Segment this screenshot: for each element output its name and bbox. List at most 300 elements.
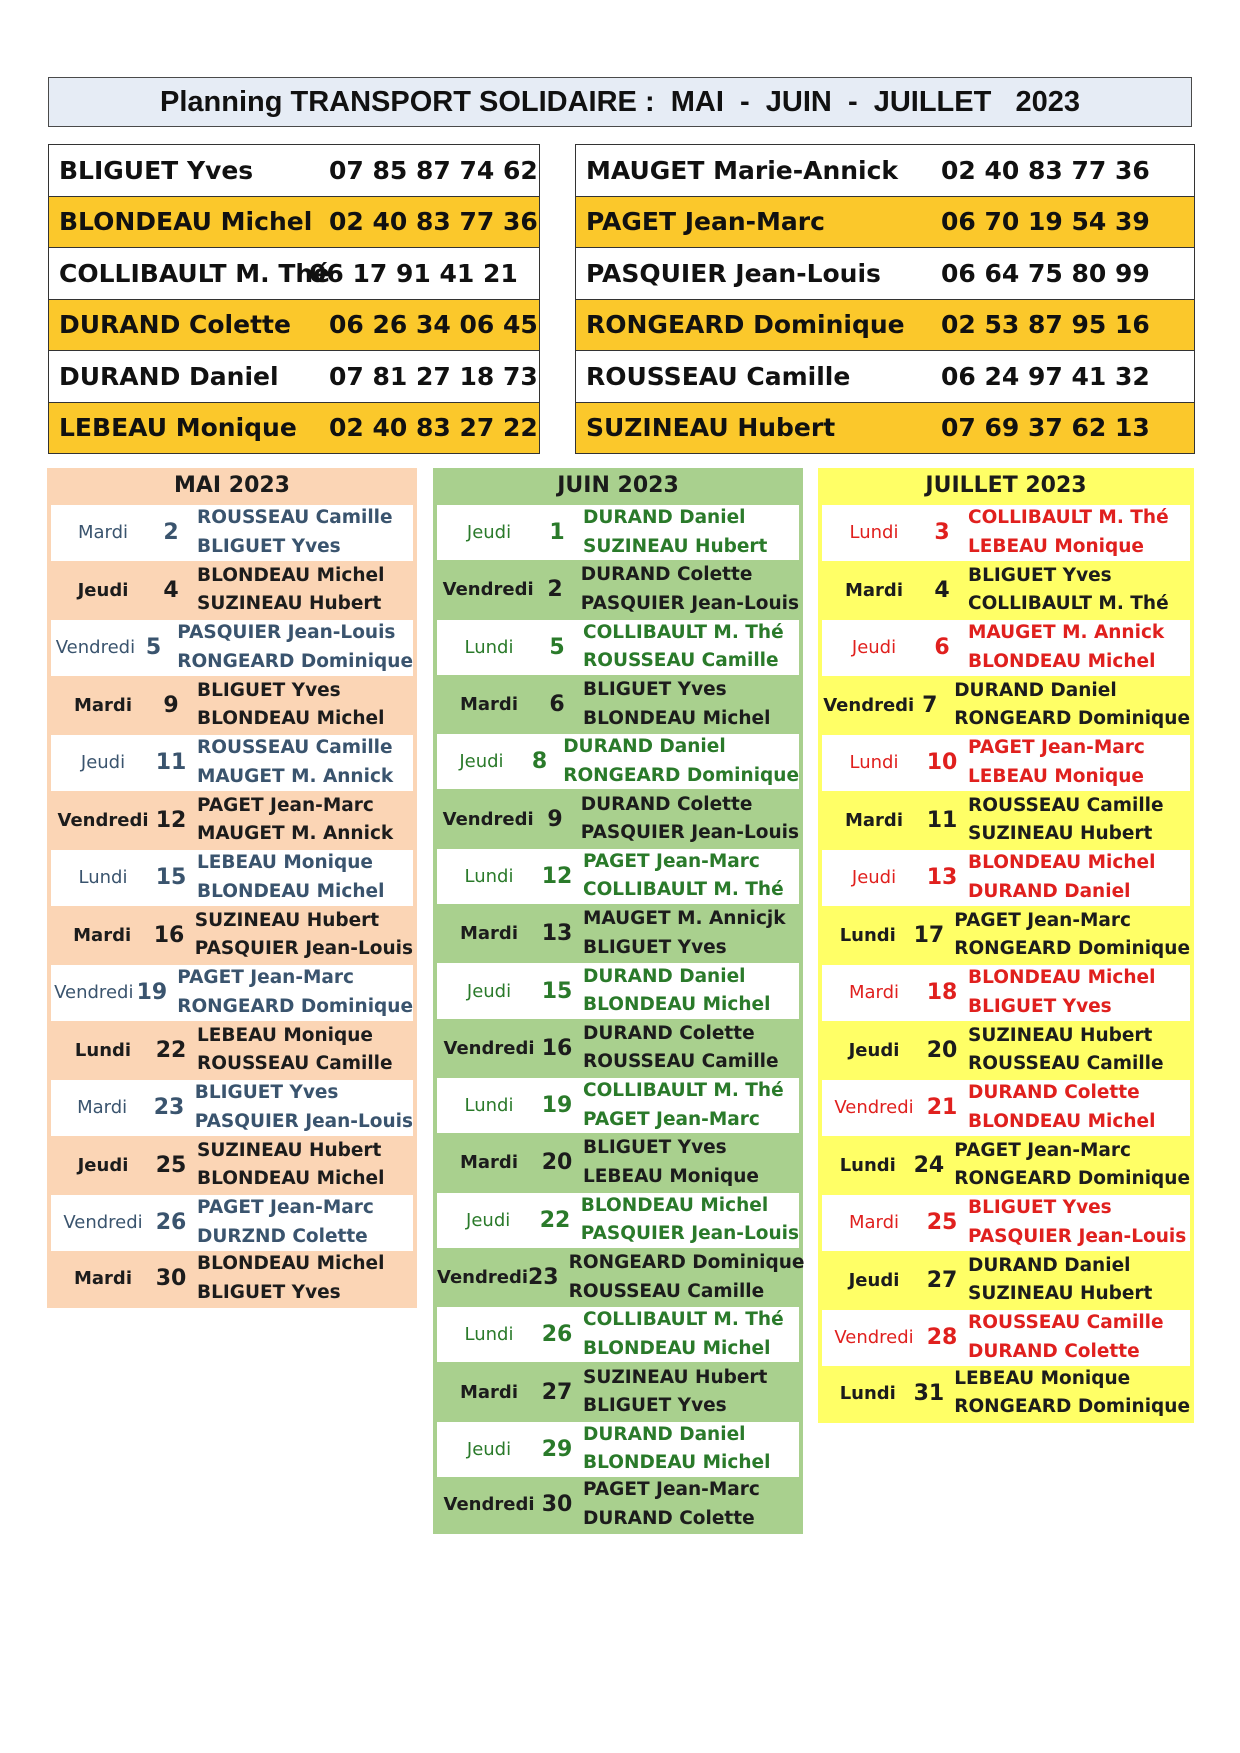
- driver-1: PAGET Jean-Marc: [197, 1197, 374, 1219]
- drivers: [958, 1022, 1164, 1079]
- driver-1: DURAND Daniel: [954, 679, 1117, 701]
- driver-1: PAGET Jean-Marc: [583, 1479, 760, 1501]
- month-header: JUIN 2023: [433, 468, 803, 503]
- driver-1: DURAND Colette: [580, 793, 753, 815]
- drivers: [573, 1077, 784, 1134]
- drivers: [958, 1252, 1152, 1309]
- day-name: Mardi: [460, 694, 518, 716]
- day-number: 18: [926, 980, 958, 1006]
- drivers: [187, 1194, 374, 1251]
- driver-2: COLLIBAULT M. Thé: [583, 879, 784, 901]
- day-name: Lundi: [78, 867, 128, 889]
- contacts-table-right: [575, 144, 1195, 454]
- contact-row: [576, 300, 1194, 352]
- driver-1: MAUGET M. Annick: [968, 622, 1165, 644]
- driver-2: PASQUIER Jean-Louis: [194, 1110, 413, 1132]
- contact-row: [576, 351, 1194, 403]
- driver-2: ROUSSEAU Camille: [583, 650, 779, 672]
- day-number: 23: [153, 1095, 185, 1121]
- driver-1: COLLIBAULT M. Thé: [583, 1309, 784, 1331]
- contact-phone: 06 24 97 41 32: [941, 361, 1150, 391]
- day-number: 22: [155, 1037, 187, 1063]
- day-name: Mardi: [845, 579, 903, 601]
- driver-2: ROUSSEAU Camille: [583, 1051, 779, 1073]
- schedule-row: [433, 1305, 803, 1362]
- contact-name: LEBEAU Monique: [59, 413, 297, 443]
- driver-2: BLONDEAU Michel: [197, 1168, 385, 1190]
- contact-name: PAGET Jean-Marc: [586, 207, 825, 237]
- schedule-row: [47, 1021, 417, 1079]
- contact-row: [576, 248, 1194, 300]
- schedule-row: [433, 1362, 803, 1419]
- day-number: 24: [913, 1152, 945, 1178]
- schedule-row: [47, 503, 417, 561]
- day-number: 25: [155, 1152, 187, 1178]
- day-number: 26: [541, 1322, 573, 1348]
- contact-phone: 06 70 19 54 39: [941, 207, 1150, 237]
- drivers: [958, 1309, 1164, 1366]
- drivers: [187, 1137, 384, 1194]
- drivers: [185, 1079, 413, 1136]
- drivers: [573, 676, 770, 733]
- drivers: [573, 504, 767, 561]
- schedule-row: [47, 1136, 417, 1194]
- contact-name: COLLIBAULT M. Thé: [59, 258, 331, 288]
- day-number: 15: [155, 865, 187, 891]
- driver-1: BLIGUET Yves: [583, 679, 727, 701]
- day-number: 21: [926, 1095, 958, 1121]
- schedule-row: [47, 1193, 417, 1251]
- day-name: Jeudi: [851, 867, 897, 889]
- day-number: 16: [153, 922, 185, 948]
- schedule-row: [47, 618, 417, 676]
- day-number: 15: [541, 978, 573, 1004]
- driver-2: BLIGUET Yves: [583, 1395, 727, 1417]
- day-number: 23: [528, 1265, 559, 1290]
- day-number: 10: [926, 750, 958, 776]
- day-name: Mardi: [845, 809, 903, 831]
- driver-1: PAGET Jean-Marc: [583, 850, 760, 872]
- driver-1: PAGET Jean-Marc: [197, 794, 374, 816]
- driver-1: ROUSSEAU Camille: [197, 507, 393, 529]
- driver-1: PASQUIER Jean-Louis: [177, 622, 396, 644]
- contact-name: SUZINEAU Hubert: [586, 413, 836, 443]
- driver-1: DURAND Daniel: [583, 507, 746, 529]
- drivers: [573, 619, 784, 676]
- drivers: [958, 1194, 1186, 1251]
- drivers: [167, 964, 413, 1021]
- driver-1: LEBEAU Monique: [197, 852, 373, 874]
- day-number: 2: [547, 577, 563, 603]
- schedule-row: [818, 1251, 1194, 1309]
- schedule-row: [818, 733, 1194, 791]
- schedule-row: [818, 906, 1194, 964]
- schedule-row: [47, 1251, 417, 1309]
- driver-2: SUZINEAU Hubert: [968, 823, 1153, 845]
- day-name: Jeudi: [851, 637, 897, 659]
- contact-phone: 02 40 83 27 22: [329, 413, 538, 443]
- contact-name: MAUGET Marie-Annick: [586, 155, 899, 185]
- day-name: Mardi: [74, 694, 132, 716]
- day-name: Mardi: [848, 1212, 900, 1234]
- drivers: [573, 1364, 767, 1421]
- day-number: 6: [549, 692, 565, 718]
- schedule-row: [47, 848, 417, 906]
- schedule-row: [818, 848, 1194, 906]
- driver-1: LEBEAU Monique: [954, 1367, 1131, 1389]
- driver-2: PASQUIER Jean-Louis: [194, 938, 413, 960]
- day-name: Jeudi: [459, 751, 504, 773]
- drivers: [958, 849, 1155, 906]
- driver-2: ROUSSEAU Camille: [968, 1053, 1164, 1075]
- driver-2: BLONDEAU Michel: [197, 708, 385, 730]
- drivers: [573, 1476, 760, 1533]
- driver-1: DURAND Daniel: [583, 1423, 746, 1445]
- driver-2: COLLIBAULT M. Thé: [968, 593, 1169, 615]
- driver-2: BLIGUET Yves: [968, 995, 1112, 1017]
- contact-phone: 07 81 27 18 73: [329, 361, 538, 391]
- day-name: Vendredi: [57, 809, 149, 831]
- contact-phone: 07 85 87 74 62: [329, 155, 538, 185]
- driver-2: BLONDEAU Michel: [583, 707, 771, 729]
- drivers: [559, 1249, 805, 1306]
- day-number: 17: [913, 922, 945, 948]
- schedule-row: [818, 1136, 1194, 1194]
- drivers: [573, 1134, 759, 1191]
- schedule-row: [818, 503, 1194, 561]
- day-name: Vendredi: [442, 579, 534, 601]
- day-name: Jeudi: [848, 1269, 900, 1291]
- drivers: [573, 848, 784, 905]
- schedule-row: [47, 963, 417, 1021]
- driver-1: COLLIBAULT M. Thé: [968, 507, 1169, 529]
- contact-row: [576, 145, 1194, 197]
- driver-2: PAGET Jean-Marc: [583, 1108, 760, 1130]
- driver-1: DURAND Colette: [583, 1022, 755, 1044]
- drivers: [571, 1192, 799, 1249]
- day-name: Vendredi: [443, 1037, 535, 1059]
- drivers: [573, 1020, 779, 1077]
- driver-1: DURAND Daniel: [968, 1254, 1131, 1276]
- driver-2: RONGEARD Dominique: [954, 708, 1190, 730]
- schedule-row: [433, 1133, 803, 1190]
- driver-2: ROUSSEAU Camille: [197, 1053, 393, 1075]
- day-number: 27: [541, 1379, 573, 1405]
- driver-1: BLONDEAU Michel: [968, 967, 1156, 989]
- schedule-row: [47, 733, 417, 791]
- month-juin: [433, 468, 803, 1534]
- drivers: [958, 964, 1155, 1021]
- day-name: Mardi: [73, 924, 132, 946]
- schedule-row: [433, 732, 803, 789]
- driver-1: BLONDEAU Michel: [968, 852, 1156, 874]
- day-name: Lundi: [464, 636, 514, 658]
- day-name: Lundi: [849, 522, 899, 544]
- contact-row: [49, 403, 539, 455]
- page-title: Planning TRANSPORT SOLIDAIRE : MAI - JUIN - JUILLET 2023: [48, 77, 1192, 127]
- day-name: Lundi: [464, 1095, 514, 1117]
- contact-row: [49, 248, 539, 300]
- schedule-row: [433, 618, 803, 675]
- drivers: [958, 734, 1145, 791]
- drivers: [167, 619, 413, 676]
- day-number: 19: [136, 980, 168, 1006]
- day-number: 20: [541, 1150, 573, 1176]
- driver-1: PAGET Jean-Marc: [954, 1139, 1132, 1161]
- day-name: Lundi: [839, 1382, 896, 1404]
- day-number: 25: [926, 1210, 958, 1236]
- schedule-row: [818, 1193, 1194, 1251]
- day-number: 26: [155, 1210, 187, 1236]
- drivers: [573, 1421, 770, 1478]
- driver-1: COLLIBAULT M. Thé: [583, 621, 784, 643]
- driver-2: DURAND Colette: [968, 1340, 1140, 1362]
- driver-2: BLONDEAU Michel: [583, 1337, 771, 1359]
- day-number: 5: [549, 634, 565, 660]
- schedule-row: [47, 561, 417, 619]
- schedule-row: [47, 791, 417, 849]
- day-number: 27: [926, 1267, 958, 1293]
- drivers: [187, 734, 393, 791]
- month-header: MAI 2023: [47, 468, 417, 503]
- day-name: Lundi: [74, 1039, 132, 1061]
- month-mai: [47, 468, 417, 1308]
- schedule-row: [433, 1420, 803, 1477]
- drivers: [958, 1079, 1155, 1136]
- contact-row: [49, 300, 539, 352]
- drivers: [571, 791, 799, 848]
- schedule-row: [818, 1308, 1194, 1366]
- day-name: Mardi: [74, 1268, 132, 1290]
- driver-1: SUZINEAU Hubert: [194, 909, 380, 931]
- driver-1: BLIGUET Yves: [197, 679, 341, 701]
- schedule-row: [433, 1076, 803, 1133]
- driver-1: LEBEAU Monique: [197, 1024, 373, 1046]
- driver-1: BLIGUET Yves: [968, 1197, 1112, 1219]
- day-name: Mardi: [460, 1381, 518, 1403]
- driver-1: ROUSSEAU Camille: [968, 1312, 1164, 1334]
- driver-2: PASQUIER Jean-Louis: [580, 592, 799, 614]
- contact-name: BLONDEAU Michel: [59, 207, 313, 237]
- day-number: 3: [934, 520, 950, 546]
- day-number: 22: [539, 1207, 571, 1233]
- day-name: Jeudi: [466, 1209, 511, 1231]
- schedule-row: [433, 503, 803, 560]
- driver-2: RONGEARD Dominique: [177, 995, 413, 1017]
- driver-1: PAGET Jean-Marc: [177, 967, 355, 989]
- day-number: 4: [163, 577, 179, 603]
- drivers: [187, 677, 384, 734]
- drivers: [958, 619, 1164, 676]
- day-name: Mardi: [77, 1097, 128, 1119]
- day-name: Jeudi: [466, 1438, 512, 1460]
- schedule-list: [818, 503, 1194, 1423]
- day-name: Vendredi: [63, 1212, 143, 1234]
- schedule-row: [47, 906, 417, 964]
- driver-2: BLONDEAU Michel: [583, 994, 771, 1016]
- schedule-row: [818, 676, 1194, 734]
- driver-1: BLIGUET Yves: [194, 1082, 339, 1104]
- month-juillet: [818, 468, 1194, 1423]
- day-name: Mardi: [460, 923, 518, 945]
- drivers: [944, 907, 1190, 964]
- driver-2: DURAND Colette: [583, 1507, 755, 1529]
- day-number: 4: [934, 577, 950, 603]
- contact-row: [49, 145, 539, 197]
- day-name: Mardi: [77, 522, 129, 544]
- day-number: 11: [155, 750, 187, 776]
- driver-1: DURAND Daniel: [583, 965, 746, 987]
- driver-2: DURAND Daniel: [968, 880, 1131, 902]
- schedule-row: [433, 1019, 803, 1076]
- contact-phone: 07 69 37 62 13: [941, 413, 1150, 443]
- schedule-row: [818, 963, 1194, 1021]
- contact-row: [576, 403, 1194, 455]
- driver-1: ROUSSEAU Camille: [968, 794, 1164, 816]
- day-name: Vendredi: [442, 808, 534, 830]
- driver-2: SUZINEAU Hubert: [968, 1283, 1153, 1305]
- schedule-row: [433, 961, 803, 1018]
- driver-2: PASQUIER Jean-Louis: [580, 822, 799, 844]
- schedule-row: [433, 789, 803, 846]
- driver-2: BLONDEAU Michel: [968, 1110, 1156, 1132]
- day-number: 16: [541, 1035, 573, 1061]
- drivers: [187, 504, 393, 561]
- schedule-row: [818, 1021, 1194, 1079]
- contact-row: [576, 197, 1194, 249]
- driver-1: DURAND Colette: [580, 564, 753, 586]
- drivers: [958, 792, 1164, 849]
- day-number: 7: [922, 692, 938, 718]
- driver-2: LEBEAU Monique: [968, 765, 1144, 787]
- schedule-row: [818, 618, 1194, 676]
- driver-2: BLONDEAU Michel: [583, 1452, 771, 1474]
- schedule-row: [433, 1248, 803, 1305]
- day-name: Vendredi: [443, 1494, 535, 1516]
- driver-2: RONGEARD Dominique: [954, 938, 1190, 960]
- day-name: Vendredi: [55, 637, 136, 659]
- day-number: 12: [155, 807, 187, 833]
- drivers: [944, 677, 1190, 734]
- driver-2: LEBEAU Monique: [968, 535, 1144, 557]
- contact-phone: 06 64 75 80 99: [941, 258, 1150, 288]
- schedule-row: [818, 1078, 1194, 1136]
- day-number: 30: [155, 1266, 187, 1292]
- day-name: Vendredi: [834, 1097, 914, 1119]
- drivers: [958, 504, 1169, 561]
- driver-1: PAGET Jean-Marc: [954, 909, 1132, 931]
- drivers: [573, 963, 770, 1020]
- drivers: [571, 561, 799, 618]
- schedule-list: [433, 503, 803, 1534]
- contact-row: [49, 351, 539, 403]
- day-number: 6: [934, 635, 950, 661]
- day-name: Lundi: [849, 752, 899, 774]
- schedule-row: [433, 904, 803, 961]
- contact-name: DURAND Daniel: [59, 361, 279, 391]
- day-name: Vendredi: [437, 1267, 528, 1288]
- day-number: 5: [145, 635, 162, 661]
- drivers: [187, 1250, 384, 1307]
- schedule-row: [818, 561, 1194, 619]
- day-name: Mardi: [460, 1152, 518, 1174]
- schedule-row: [818, 791, 1194, 849]
- driver-1: RONGEARD Dominique: [568, 1252, 805, 1274]
- contact-phone: 02 53 87 95 16: [941, 310, 1150, 340]
- day-name: Lundi: [839, 924, 896, 946]
- schedule-row: [47, 676, 417, 734]
- driver-1: SUZINEAU Hubert: [968, 1024, 1153, 1046]
- day-number: 20: [926, 1037, 958, 1063]
- schedule-row: [433, 560, 803, 617]
- driver-2: RONGEARD Dominique: [954, 1168, 1190, 1190]
- drivers: [187, 792, 393, 849]
- driver-1: SUZINEAU Hubert: [197, 1139, 382, 1161]
- contacts-table-left: [48, 144, 540, 454]
- driver-2: BLIGUET Yves: [583, 936, 727, 958]
- day-name: Jeudi: [466, 980, 512, 1002]
- driver-1: BLIGUET Yves: [583, 1137, 727, 1159]
- driver-1: MAUGET M. Annicjk: [583, 908, 786, 930]
- driver-2: SUZINEAU Hubert: [583, 535, 768, 557]
- schedule-list: [47, 503, 417, 1308]
- driver-1: DURAND Daniel: [563, 736, 726, 758]
- schedule-row: [818, 1366, 1194, 1424]
- contact-row: [49, 197, 539, 249]
- driver-2: LEBEAU Monique: [583, 1165, 759, 1187]
- driver-2: BLONDEAU Michel: [197, 880, 385, 902]
- day-name: Vendredi: [834, 1327, 914, 1349]
- contact-phone: 06 17 91 41 21: [309, 258, 518, 288]
- driver-2: RONGEARD Dominique: [563, 764, 799, 786]
- schedule-row: [433, 847, 803, 904]
- drivers: [185, 907, 413, 964]
- driver-2: PASQUIER Jean-Louis: [968, 1225, 1187, 1247]
- day-name: Lundi: [464, 865, 514, 887]
- day-number: 11: [926, 807, 958, 833]
- driver-2: BLIGUET Yves: [197, 535, 341, 557]
- contact-name: ROUSSEAU Camille: [586, 361, 851, 391]
- contact-name: RONGEARD Dominique: [586, 310, 905, 340]
- drivers: [187, 1022, 393, 1079]
- drivers: [944, 1137, 1190, 1194]
- driver-2: BLONDEAU Michel: [968, 650, 1156, 672]
- driver-2: ROUSSEAU Camille: [568, 1280, 765, 1302]
- day-number: 31: [913, 1380, 945, 1406]
- contact-phone: 02 40 83 77 36: [329, 207, 538, 237]
- drivers: [958, 562, 1169, 619]
- month-header: JUILLET 2023: [818, 468, 1194, 503]
- schedule-row: [433, 1477, 803, 1534]
- day-number: 28: [926, 1325, 958, 1351]
- driver-2: DURZND Colette: [197, 1225, 368, 1247]
- driver-1: COLLIBAULT M. Thé: [583, 1080, 784, 1102]
- drivers: [573, 905, 786, 962]
- day-name: Jeudi: [80, 752, 126, 774]
- driver-2: MAUGET M. Annick: [197, 765, 394, 787]
- driver-1: BLONDEAU Michel: [197, 1253, 385, 1275]
- driver-1: BLONDEAU Michel: [580, 1194, 769, 1216]
- contact-name: BLIGUET Yves: [59, 155, 254, 185]
- drivers: [187, 562, 384, 619]
- driver-1: BLONDEAU Michel: [197, 564, 385, 586]
- day-name: Jeudi: [848, 1039, 900, 1061]
- day-number: 19: [541, 1093, 573, 1119]
- drivers: [187, 849, 384, 906]
- day-number: 2: [163, 520, 179, 546]
- drivers: [573, 1306, 784, 1363]
- driver-1: SUZINEAU Hubert: [583, 1366, 768, 1388]
